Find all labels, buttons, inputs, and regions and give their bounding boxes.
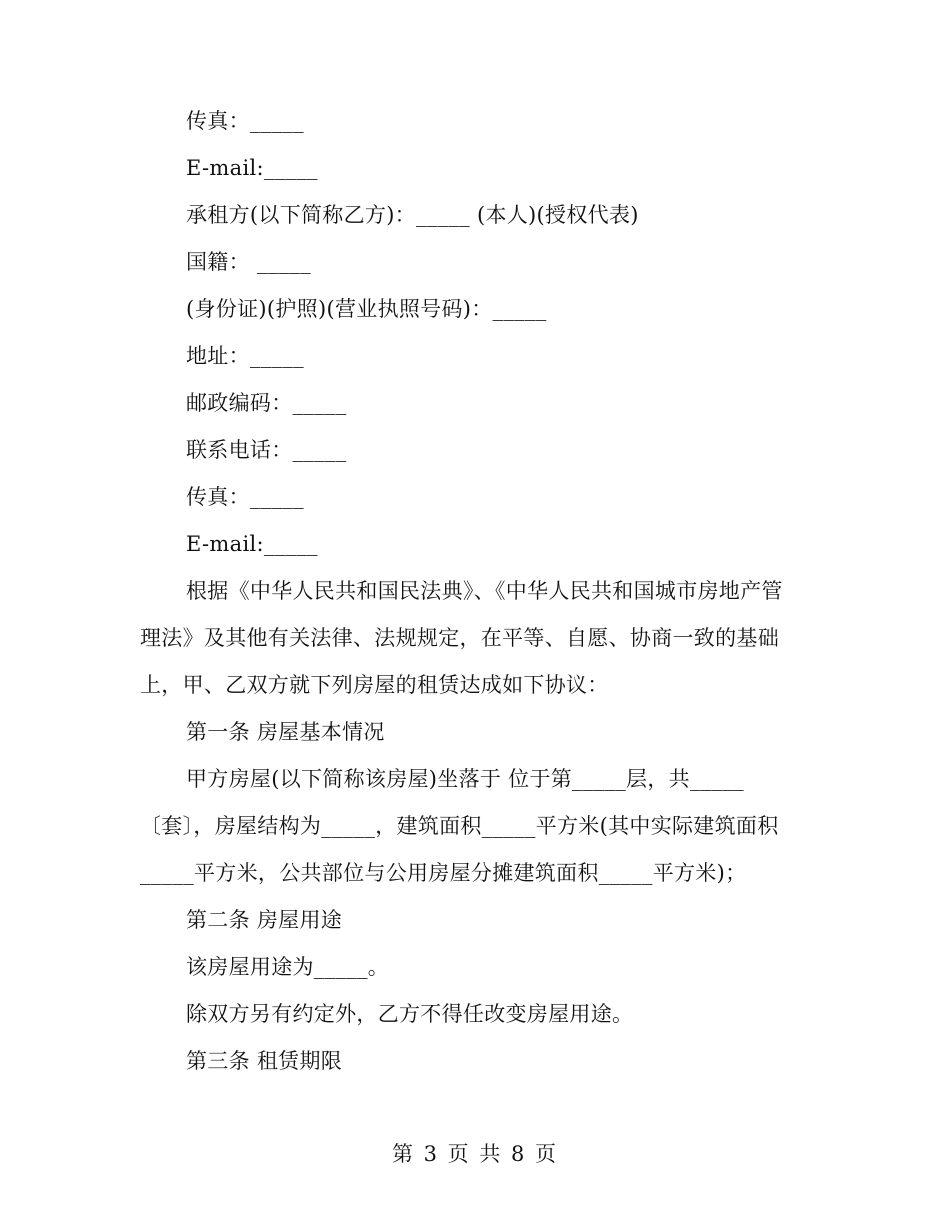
party-a-email: E-mail:_____ [186,156,318,180]
document-body [140,98,820,1085]
article-1-text: 甲方房屋(以下简称该房屋)坐落于 位于第_____层，共_____〔套〕，房屋结构为_____，建筑面积_____平方米(其中实际建筑面积_____平方米，公共部位与公用房屋分摊建筑面积_____平方米)； [140,767,779,885]
article-3-title: 第三条 租赁期限 [186,1049,343,1073]
party-a-fax: 传真：_____ [186,109,304,133]
postal-code-line: 邮政编码：_____ [186,391,347,415]
page-footer: 第 3 页 共 8 页 [391,1142,559,1166]
party-b-email: E-mail:_____ [186,532,318,556]
article-2-text-1: 该房屋用途为_____。 [186,955,390,979]
preamble-paragraph: 根据《中华人民共和国民法典》、《中华人民共和国城市房地产管理法》及其他有关法律、法规规定，在平等、自愿、协商一致的基础上，甲、乙双方就下列房屋的租赁达成如下协议： [140,579,783,697]
article-2-title: 第二条 房屋用途 [186,908,343,932]
article-2-text-2: 除双方另有约定外，乙方不得任改变房屋用途。 [186,1002,634,1026]
phone-line: 联系电话：_____ [186,438,347,462]
party-b-fax: 传真：_____ [186,485,304,509]
article-1-title: 第一条 房屋基本情况 [186,720,385,744]
nationality-line: 国籍： _____ [186,250,311,274]
lessee-line: 承租方(以下简称乙方)：_____ (本人)(授权代表) [186,203,639,227]
id-number-line: (身份证)(护照)(营业执照号码)：_____ [186,297,547,321]
address-line: 地址：_____ [186,344,304,368]
